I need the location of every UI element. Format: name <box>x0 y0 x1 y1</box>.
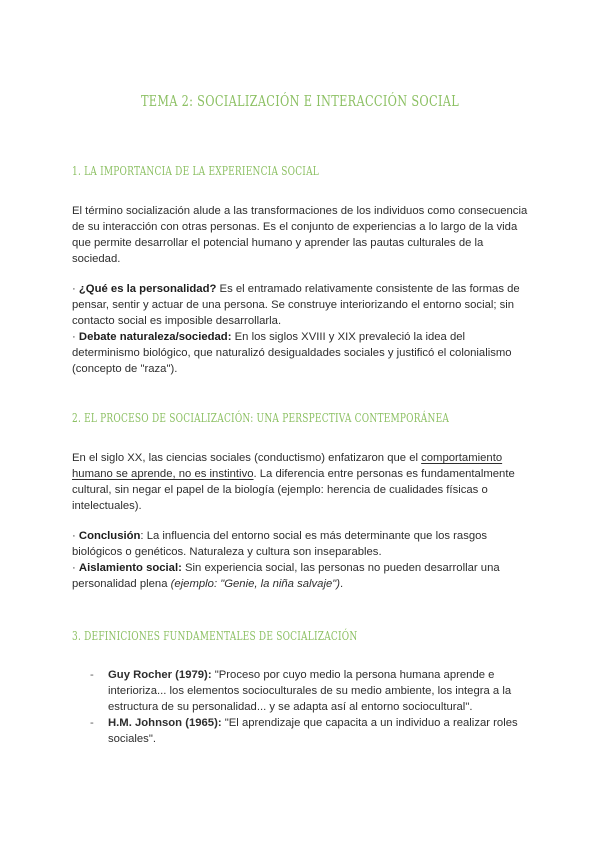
bullet-label: Debate naturaleza/sociedad: <box>78 330 232 343</box>
list-item <box>72 716 542 748</box>
section-1-intro-text: El término socialización alude a las transformaciones de los individuos como consecuencia de su interacción con otras personas. Es el conjunto de experiencias a lo largo de la vida que permite desarrollar el potencial humano y aprender las pautas culturales de la sociedad. <box>72 205 528 265</box>
bullet-end: . <box>340 577 344 590</box>
list-item <box>72 668 542 716</box>
section-1-bullets <box>72 282 532 377</box>
bullet-label: Aislamiento social: <box>78 561 182 574</box>
section-2-bullets <box>72 529 532 593</box>
list-quote: "El aprendizaje que capacita a un individuo a realizar roles sociales". <box>108 716 518 745</box>
bullet-marker: · <box>72 330 79 343</box>
bullet-text: : La influencia del entorno social es más determinante que los rasgos biológicos o genéticos. Naturaleza y cultura son inseparables. <box>72 530 488 558</box>
list-quote: "Proceso por cuyo medio la persona humana aprende e interioriza... los elementos socioculturales de su medio ambiente, los integra a la estructura de su personalidad... y se adapta así al entorno sociocultural". <box>108 669 512 713</box>
bullet-label: ¿Qué es la personalidad? <box>78 283 217 295</box>
bullet-aislamiento <box>72 561 532 593</box>
underlined-phrase: comportamiento humano se aprende, no es instintivo <box>72 452 503 480</box>
section-1-intro <box>72 204 532 268</box>
bullet-marker: · <box>72 530 79 542</box>
section-3-heading: 3. DEFINICIONES FUNDAMENTALES DE SOCIALIZACIÓN <box>72 628 358 643</box>
bullet-text: Es el entramado relativamente consistente de las formas de pensar, sentir y actuar de una persona. Se construye interiorizando el entorno social; sin contacto social es imposible desarrollarla. <box>72 283 520 327</box>
example-text: (ejemplo: "Genie, la niña salvaje") <box>170 577 341 590</box>
list-dash: - <box>90 669 94 681</box>
bullet-debate <box>72 330 532 378</box>
section-2-paragraph <box>72 451 532 515</box>
bullet-label: Conclusión <box>78 530 141 542</box>
bullet-text: En los siglos XVIII y XIX prevaleció la idea del determinismo biológico, que naturalizó desigualdades sociales y justificó el colonialismo (concepto de "raza"). <box>72 330 512 375</box>
section-2-heading: 2. EL PROCESO DE SOCIALIZACIÓN: UNA PERSPECTIVA CONTEMPORÁNEA <box>72 410 450 425</box>
bullet-personalidad <box>72 282 532 330</box>
bullet-conclusion <box>72 529 532 561</box>
section-1-heading: 1. LA IMPORTANCIA DE LA EXPERIENCIA SOCIAL <box>72 163 319 178</box>
bullet-text: Sin experiencia social, las personas no pueden desarrollar una personalidad plena <box>72 561 500 590</box>
list-author: H.M. Johnson (1965): <box>108 716 222 729</box>
section-2-text <box>72 451 532 515</box>
text-start: En el siglo XX, las ciencias sociales (conductismo) enfatizaron que el <box>72 452 422 464</box>
bullet-marker: · <box>72 283 79 295</box>
page-title: TEMA 2: SOCIALIZACIÓN E INTERACCIÓN SOCIAL <box>140 94 460 110</box>
definitions-list <box>72 668 542 748</box>
text-end: . La diferencia entre personas es fundamentalmente cultural, sin negar el papel de la biología (ejemplo: herencia de cualidades físicas o intelectuales). <box>72 467 515 512</box>
bullet-marker: · <box>72 561 79 574</box>
list-dash: - <box>90 716 94 729</box>
list-author: Guy Rocher (1979): <box>108 669 212 681</box>
